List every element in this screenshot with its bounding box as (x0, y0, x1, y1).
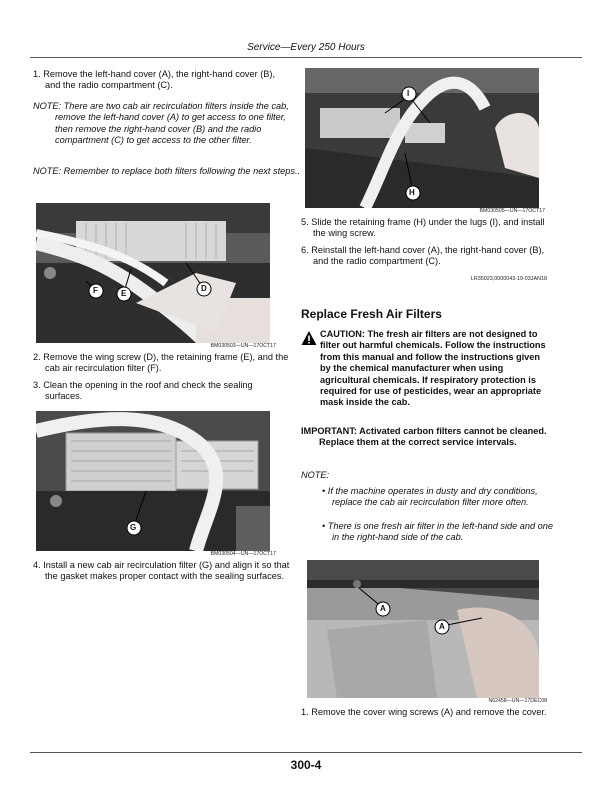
step-1-remove-cover-wing-screws: 1. Remove the cover wing screws (A) and remove the cover. (301, 707, 547, 717)
header-divider (30, 57, 582, 58)
page-header: Service—Every 250 Hours (247, 42, 365, 53)
bullet-dusty: • If the machine operates in dusty and dry conditions, replace the cab air recirculation filter more often. (322, 486, 538, 508)
photo-4-caption: N62458—UN—17DEC08 (488, 698, 547, 704)
page-number: 300-4 (290, 758, 322, 772)
photo-filter-wing-screw (36, 203, 270, 343)
bullet-dot-icon: • (322, 521, 328, 531)
step-3-clean-opening: 3. Clean the opening in the roof and check the sealing surfaces. (33, 380, 253, 402)
photo-retaining-frame (305, 68, 539, 208)
bullet-dot-icon: • (322, 486, 328, 496)
bullet-one-each-side: • There is one fresh air filter in the left-hand side and one in the right-hand side of the cab. (322, 521, 554, 543)
section-title: Replace Fresh Air Filters (301, 307, 442, 321)
step-1-remove-covers: 1. Remove the left-hand cover (A), the right-hand cover (B), and the radio compartment (C). (33, 69, 276, 91)
step-6-reinstall-covers: 6. Reinstall the left-hand cover (A), the right-hand cover (B), and the radio compartment (C). (301, 245, 545, 267)
footer-divider (30, 752, 582, 753)
note-replace-both: NOTE: Remember to replace both filters following the next steps.. (33, 166, 301, 176)
callout-a-right: A (439, 622, 445, 631)
step-4-install-filter: 4. Install a new cab air recirculation filter (G) and align it so that the gasket makes proper contact with the sealing surfaces. (33, 560, 290, 582)
note-two-filters: NOTE: There are two cab air recirculation filters inside the cab, remove the left-hand cover (A) to get access to one filter, then remove the right-hand cover (B) and the radio compartment (C) to get access to the other filter. (33, 101, 289, 146)
caution-text: CAUTION: The fresh air filters are not designed to filter out harmful chemicals. Follow the instructions from this manual and follow the instructions given by the chemical manufacturer when using agricultural chemicals. If respiratory protection is required for use of pesticides, wear an appropriate mask inside the cab. (320, 329, 546, 408)
callout-h: H (409, 188, 415, 197)
step-5-slide-frame: 5. Slide the retaining frame (H) under the lugs (I), and install the wing screw. (301, 217, 545, 239)
callout-a-left: A (380, 604, 386, 613)
callout-i: I (407, 89, 410, 98)
important-text: IMPORTANT: Activated carbon filters cannot be cleaned. Replace them at the correct service intervals. (301, 426, 547, 448)
callout-f: F (93, 286, 98, 295)
step-2-remove-wing-screw: 2. Remove the wing screw (D), the retaining frame (E), and the cab air recirculation filter (F). (33, 352, 289, 374)
photo-1-caption: BM030503—UN—17OCT17 (210, 343, 276, 349)
photo-new-filter (36, 411, 270, 551)
callout-d: D (201, 284, 207, 293)
warning-triangle-icon (301, 330, 317, 346)
callout-g: G (130, 523, 137, 532)
callout-e: E (121, 289, 127, 298)
photo-2-caption: BM030504—UN—17OCT17 (210, 551, 276, 557)
photo-cover-wing-screws (307, 560, 539, 698)
note-label: NOTE: (301, 470, 330, 480)
reference-code: LR35023,0000043-19-03JAN18 (470, 276, 547, 282)
photo-3-caption: BM030505—UN—17OCT17 (479, 208, 545, 214)
